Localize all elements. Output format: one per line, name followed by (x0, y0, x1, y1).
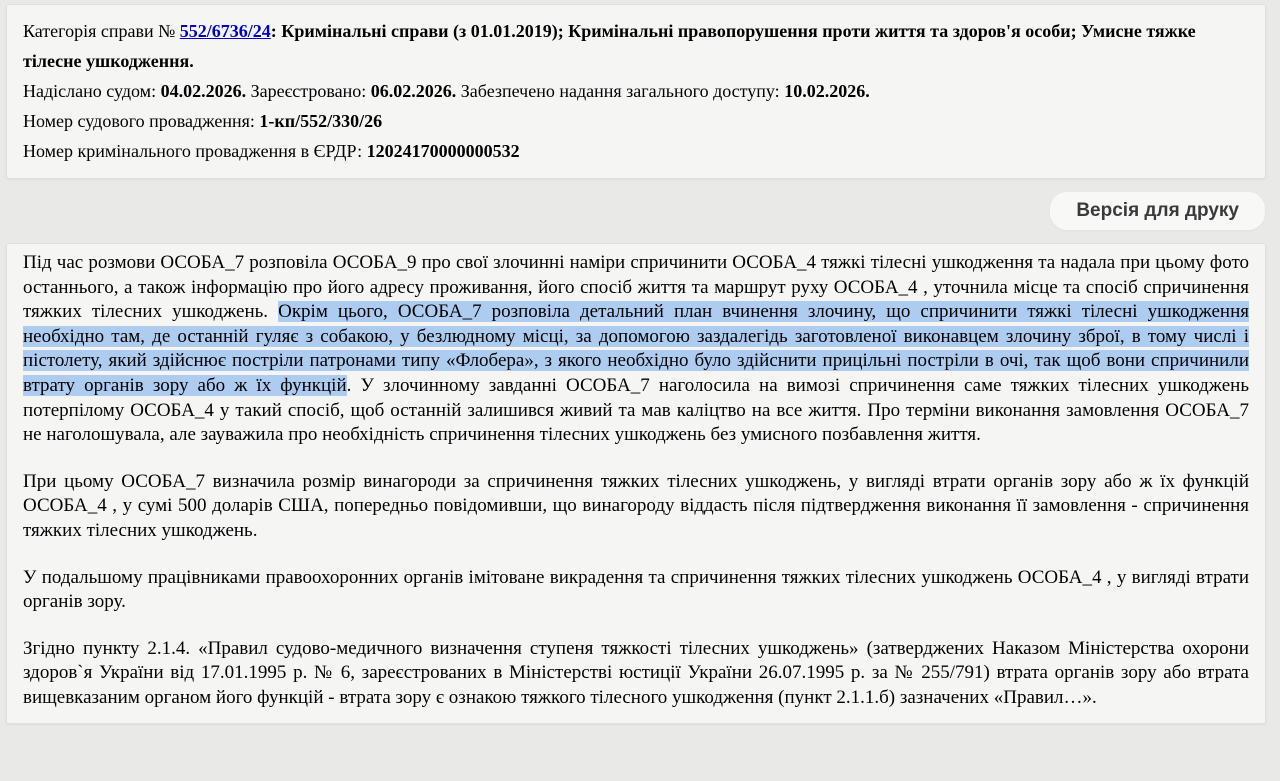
text-segment: Під час розмови ОСОБА_7 розповіла ОСОБА_9 про свої злочинні наміри спричинити ОСОБА_4 тяжкі тілесні ушкодження та надала при цьому фото останнього, а також інформацію про його адресу проживання, його спосіб життя та маршрут руху ОСОБА_4 , уточнила місце та спосіб спричинення тяжких тілесних ушкоджень. (23, 252, 1249, 323)
sent-label: Надіслано судом: (23, 81, 161, 101)
sent-date: 04.02.2026. (160, 81, 247, 101)
erdr-number: 12024170000000532 (366, 141, 520, 161)
access-date: 10.02.2026. (784, 81, 870, 101)
document-paragraph (23, 251, 1249, 448)
highlighted-text: Окрім цього, ОСОБА_7 розповіла детальний план вчинення злочину, що спричинити тяжкі тілесні ушкодження необхідно там, де останній гуляє з собакою, у безлюдному місці, за допомогою заздалегідь заготовленої виконавцем злочину зброї, в тому числі і пістолету, який здійснює постріли патронами типу «Флобера», з якого необхідно було здійснити прицільні постріли в очі, так щоб вони спричинили втрату органів зору або ж їх функцій (23, 301, 1249, 396)
court-proceeding-line (23, 106, 1249, 136)
category-line (23, 16, 1249, 76)
access-label: Забезпечено надання загального доступу: (456, 81, 785, 101)
court-proceeding-label: Номер судового провадження: (23, 111, 260, 131)
court-proceeding-number: 1-кп/552/330/26 (259, 111, 383, 131)
registered-date: 06.02.2026. (370, 81, 457, 101)
case-number-link[interactable]: 552/6736/24 (179, 21, 271, 41)
document-body (23, 251, 1249, 711)
page (0, 4, 1280, 724)
document-panel (6, 243, 1266, 724)
text-segment: . У злочинному завданні ОСОБА_7 наголосила на вимозі спричинення саме тяжких тілесних ушкоджень потерпілому ОСОБА_4 у такий спосіб, щоб останній залишився живий та мав каліцтво на все життя. Про терміни виконання замовлення ОСОБА_7 не наголошувала, але зауважила про необхідність спричинення тілесних ушкоджень без умисного позбавлення життя. (23, 374, 1249, 446)
erdr-line (23, 136, 1249, 166)
registered-label: Зареєстровано: (246, 81, 371, 101)
case-header-panel (6, 4, 1266, 179)
document-paragraph (23, 566, 1249, 615)
erdr-label: Номер кримінального провадження в ЄРДР: (23, 141, 367, 161)
text-segment: При цьому ОСОБА_7 визначила розмір винагороди за спричинення тяжких тілесних ушкоджень, у вигляді втрати органів зору або ж їх функцій ОСОБА_4 , у сумі 500 доларів США, попередньо повідомивши, що винагороду віддасть після підтвердження виконання її замовлення - спричинення тяжких тілесних ушкоджень. (23, 470, 1249, 541)
dates-line (23, 76, 1249, 106)
text-segment: У подальшому працівниками правоохоронних органів імітоване викрадення та спричинення тяжких тілесних ушкоджень ОСОБА_4 , у вигляді втрати органів зору. (23, 566, 1249, 613)
document-paragraph (23, 637, 1249, 711)
print-version-button[interactable]: Версія для друку (1050, 192, 1265, 230)
category-value: : Кримінальні справи (з 01.01.2019); Кримінальні правопорушення проти життя та здоров'я особи; Умисне тяжке тілесне ушкодження. (23, 21, 1196, 71)
toolbar (0, 179, 1280, 243)
document-paragraph (23, 470, 1249, 544)
text-segment: Згідно пункту 2.1.4. «Правил судово-медичного визначення ступеня тяжкості тілесних ушкоджень» (затверджених Наказом Міністерства охорони здоров`я України від 17.01.1995 р. № 6, зареєстрованих в Міністерстві юстиції України 26.07.1995 р. за № 255/791) втрата органів зору або втрата вищевказаним органом його функцій - втрата зору є ознакою тяжкого тілесного ушкодження (пункт 2.1.1.б) зазначених «Правил…». (23, 637, 1249, 708)
category-label: Категорія справи № (23, 21, 180, 41)
